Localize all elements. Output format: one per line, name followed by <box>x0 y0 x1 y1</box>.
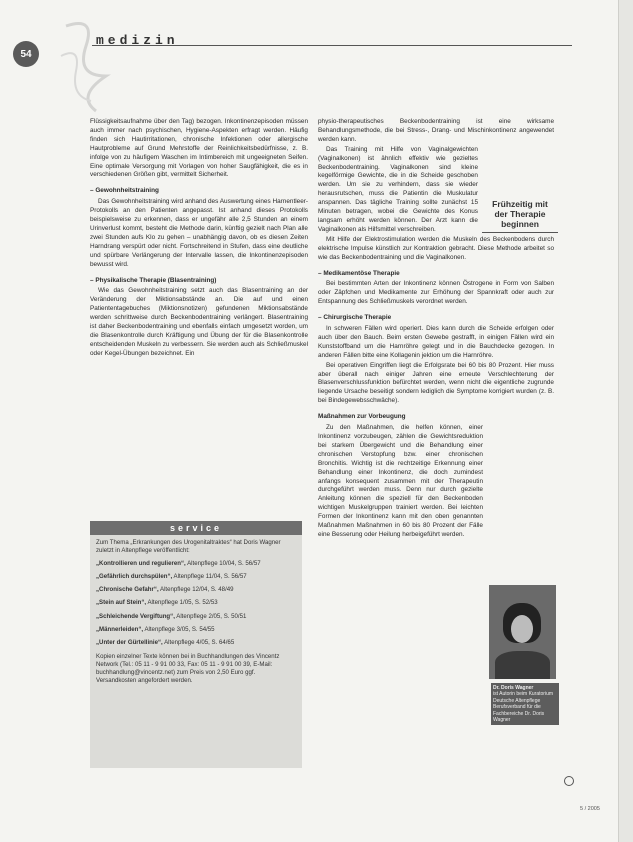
service-entry-title: „Gefährlich durchspülen“, <box>96 573 173 581</box>
service-footer-note: Kopien einzelner Texte können bei in Buchhandlungen des Vincentz Network (Tel.: 05 11 - 9 91 00 33, Fax: 05 11 - 9 91 00 39, E-Mail: buchhandlung@vincentz.net) zum Preis von 2,50 Euro ggf. Versandkosten angefordert werden. <box>96 652 280 685</box>
decorative-swirl-graphic <box>56 16 116 116</box>
header-rule <box>92 45 572 46</box>
author-bio: ist Autorin beim Kuratorium Deutsche Altenpflege Berufsverband für die Fachbereiche Dr. Doris Wagner <box>493 691 554 724</box>
paragraph: Das Gewohnheitstraining wird anhand des Auswertung eines Harnentleer-Protokolls an den Patienten angepasst. Ist anhand dieses Protokolls beispielsweise zu erkennen, dass er ungefähr alle 2,5 Stunden an einem Urinverlust kommt, besteht die Methode darin, künftig gezielt nach Plan alle zwei Stunden aufs Klo zu gehen – unabhängig davon, ob es diesen Zeiten Harndrang verspürt oder nicht. Fortschreitend in Stufen, dass eine deutliche und spürbare Verlängerung der Intervalle lassen, die Inkontinenzepisoden bewusst wird. <box>90 198 308 268</box>
service-entry <box>96 560 296 568</box>
service-entry-title: „Kontrollieren und regulieren“, <box>96 560 186 568</box>
service-entry-source: Altenpflege 2/05, S. 50/51 <box>176 612 247 620</box>
issue-number: 5 / 2005 <box>580 806 600 812</box>
service-entry-source: Altenpflege 11/04, S. 56/57 <box>173 573 247 581</box>
pull-quote-line: Frühzeitig mit <box>492 199 548 209</box>
paragraph: Bei bestimmten Arten der Inkontinenz können Östrogene in Form von Salben oder Zäpfchen und Medikamente zur Erhöhung der Spannkraft oder auch zur Entspannung des Schließmuskels verordnet werden. <box>318 280 554 306</box>
subheading: – Gewohnheitstraining <box>90 187 159 195</box>
paragraph: Bei operativen Eingriffen liegt die Erfolgsrate bei 60 bis 80 Prozent. Hier muss aber überall nach einiger Jahren eine erneute Verschlechterung der Blasenverschlussfunktion befürchtet werden, wenn nicht die eigentliche zugrunde liegende Ursache beseitigt sondern lediglich die Symptome korrigiert wurden (z. B. bei Bindegewebsschwäche). <box>318 361 554 405</box>
paragraph: Zu den Maßnahmen, die helfen können, einer Inkontinenz vorzubeugen, zählen die Gewichtsreduktion bei starkem Übergewicht und die Behandlung einer chronischen Verstopfung bzw. einer chronischen Bronchitis. Wichtig ist die rechtzeitige Erkennung einer Behandlung einer Inkontinenz, die doch zumindest anfangs konsequent zusammen mit der Therapeutin durchgeführt werden muss. Denn nur durch gezielte Anleitung können die speziell für den Beckenboden wichtigen Muskelgruppen trainiert werden. Bei leichten Formen der Inkontinenz kann mit den oben genannten Maßnahmen Maßnahmen in 60 bis 80 Prozent der Fälle eine Besserung oder Heilung herbeigeführt werden. <box>318 424 483 538</box>
author-name: Dr. Doris Wagner <box>493 685 534 691</box>
paragraph: physio-therapeutisches Beckenbodentraining ist eine wirksame Behandlungsmethode, die bei Stress-, Drang- und Mischinkontinenz angewendet werden kann. <box>318 118 554 143</box>
paragraph: In schweren Fällen wird operiert. Dies kann durch die Scheide erfolgen oder auch über den Bauch. Beim ersten Gewebe gestrafft, in einigen Fällen wird ein Kunststoffband um die Harnröhre gelegt und in die Bauchdecke gezogen. In anderen Fällen bitte eine Kollagenin jektion um die Harnröhre. <box>318 325 554 359</box>
service-box-title: service <box>90 521 302 535</box>
paragraph: Wie das Gewohnheitstraining setzt auch das Blasentraining an der Veränderung der Miktionsabstände an. Die auf und einen Patiententagebuches (Miktionsnotizen) gefundenen Miktionsabstände werden schrittweise durch Beckenbodentraining verlängert. Blasentraining ist daher Beckenbodentraining und ebenfalls einfach umgesetzt worden, um die Blasenkontrolle durch Kräftigung und Übung der für die Blasenkontrolle entscheidenden Muskeln zu verbessern. Sie werden auch als Schließmuskel oder Kegel-Übungen bezeichnet. Ein <box>90 287 308 357</box>
paragraph: Mit Hilfe der Elektrostimulation werden die Muskeln des Beckenbodens durch elektrische Impulse künstlich zur Kontraktion gebracht. Diese Methode arbeitet so wie das Beckenbodentraining und die Vaginalkonen. <box>318 235 554 261</box>
section-title: medizin <box>96 33 179 48</box>
subheading: Maßnahmen zur Vorbeugung <box>318 413 406 421</box>
service-entry-source: Altenpflege 4/05, S. 64/65 <box>164 638 235 646</box>
page-spine-shadow <box>618 0 633 842</box>
author-photo-body <box>495 651 550 679</box>
service-entry-source: Altenpflege 1/05, S. 52/53 <box>147 599 218 607</box>
service-entry-title: „Chronische Gefahr“, <box>96 586 159 594</box>
service-entry-title: „Männerleiden“, <box>96 625 144 633</box>
service-entry <box>96 613 296 621</box>
service-entry <box>96 586 296 594</box>
service-entry <box>96 599 296 607</box>
page-number: 54 <box>20 48 32 60</box>
service-entry-title: „Schleichende Vergiftung“, <box>96 612 175 620</box>
service-entry-source: Altenpflege 3/05, S. 54/55 <box>144 625 215 633</box>
author-caption <box>491 683 559 725</box>
subheading: – Medikamentöse Therapie <box>318 269 400 277</box>
service-entry-title: „Unter der Gürtellinie“, <box>96 638 163 646</box>
subheading: – Chirurgische Therapie <box>318 314 392 322</box>
service-box-body <box>90 535 302 685</box>
pull-quote-rule <box>482 232 558 233</box>
service-entry <box>96 573 296 581</box>
service-intro: Zum Thema „Erkrankungen des Urogenitaltraktes“ hat Doris Wagner zuletzt in Altenpflege veröffentlicht: <box>96 539 281 555</box>
article-column-right <box>318 118 554 541</box>
paragraph: Das Training mit Hilfe von Vaginalgewichten (Vaginalkonen) ist ähnlich effektiv wie gezieltes Beckenbodentraining. Vaginalkonen sind kleine kegelförmige Gewichte, die in die Scheide geschoben werden. Um sie zu verhindern, dass sie wieder herausrutschen, muss die Patientin die Muskulatur anspannen. Das tägliche Training sollte zunächst 15 Minuten betragen, wobei die Gewichte des Konus langsam erhöht werden können. Der Arzt kann die Vaginalkonen als Hilfsmittel verschreiben. <box>318 145 478 233</box>
author-photo-face <box>511 615 533 643</box>
subheading: – Physikalische Therapie (Blasentraining) <box>90 276 217 284</box>
pull-quote-line: der Therapie <box>494 209 546 219</box>
service-box <box>90 521 302 768</box>
page-number-badge <box>13 41 39 67</box>
paragraph: Flüssigkeitsaufnahme über den Tag) bezogen. Inkontinenzepisoden müssen auch immer nach psychischen, Hygiene-Aspekten erfragt werden. Häufig finden sich Hautirritationen, chronische Infektionen oder allergische Hautprobleme auf Grund Mehrstoffe der Reinlichkeitsbedürfnisse, z. B. infolge von zu häufigem Waschen im Intimbereich mit ungeeigneten Seifen. Eine optimale Versorgung mit Vorlagen von hoher Saugfähigkeit, die es in verschiedenen Größen gibt, vermittelt Sicherheit. <box>90 118 308 179</box>
magazine-logo-icon <box>564 776 574 786</box>
service-entry-source: Altenpflege 12/04, S. 48/49 <box>160 586 234 594</box>
author-photo <box>489 585 556 679</box>
service-entry <box>96 626 296 634</box>
service-entry <box>96 639 296 647</box>
pull-quote <box>482 199 558 236</box>
service-entry-source: Altenpflege 10/04, S. 56/57 <box>187 560 261 568</box>
article-column-left <box>90 118 308 360</box>
pull-quote-line: beginnen <box>501 219 539 229</box>
service-entry-title: „Stein auf Stein“, <box>96 599 147 607</box>
